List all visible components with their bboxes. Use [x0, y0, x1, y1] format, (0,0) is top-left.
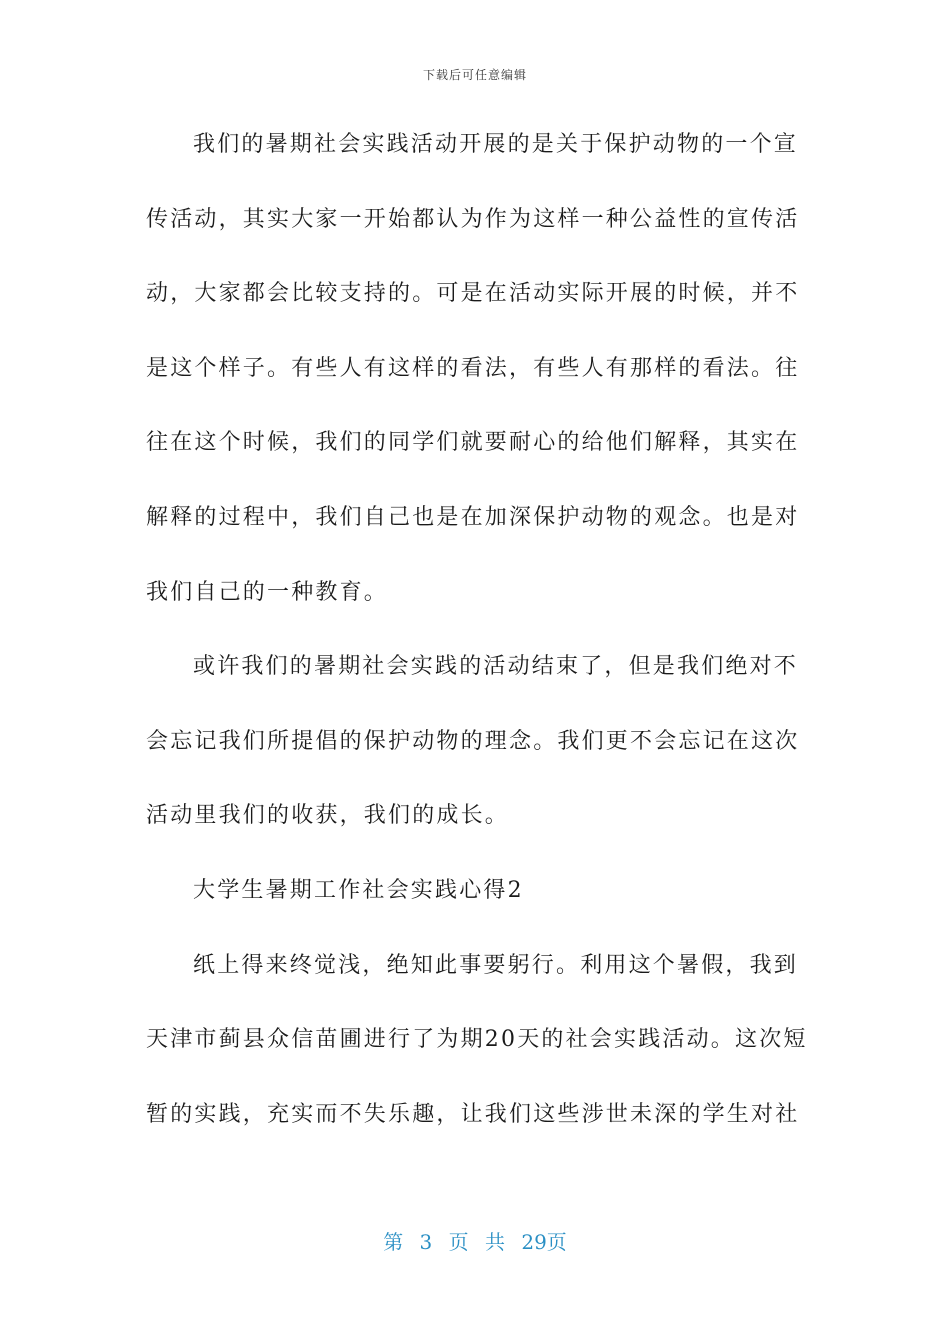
- paragraph-line: 传活动，其实大家一开始都认为作为这样一种公益性的宣传活: [146, 206, 800, 232]
- page-header: 下载后可任意编辑: [422, 68, 527, 82]
- paragraph-line: 暂的实践，充实而不失乐趣，让我们这些涉世未深的学生对社: [146, 1101, 800, 1127]
- page-footer: 第 3 页 共 29页: [383, 1230, 567, 1254]
- paragraph-line: 会忘记我们所提倡的保护动物的理念。我们更不会忘记在这次: [146, 728, 800, 754]
- paragraph-line: 天津市蓟县众信苗圃进行了为期20天的社会实践活动。这次短: [146, 1027, 808, 1053]
- paragraph-line: 解释的过程中，我们自己也是在加深保护动物的观念。也是对: [146, 504, 800, 530]
- paragraph-line: 动，大家都会比较支持的。可是在活动实际开展的时候，并不: [146, 281, 800, 307]
- section-heading: 大学生暑期工作社会实践心得2: [193, 877, 524, 903]
- document-body: [146, 125, 808, 1169]
- paragraph-line: 或许我们的暑期社会实践的活动结束了，但是我们绝对不: [193, 654, 799, 680]
- paragraph-line: 是这个样子。有些人有这样的看法，有些人有那样的看法。往: [146, 355, 800, 381]
- paragraph-line: 纸上得来终觉浅，绝知此事要躬行。利用这个暑假，我到: [193, 952, 799, 978]
- paragraph-line: 往在这个时候，我们的同学们就要耐心的给他们解释，其实在: [146, 430, 800, 456]
- paragraph-line: 我们自己的一种教育。: [146, 579, 389, 605]
- paragraph-line: 我们的暑期社会实践活动开展的是关于保护动物的一个宣: [193, 132, 799, 157]
- paragraph-line: 活动里我们的收获，我们的成长。: [146, 803, 510, 829]
